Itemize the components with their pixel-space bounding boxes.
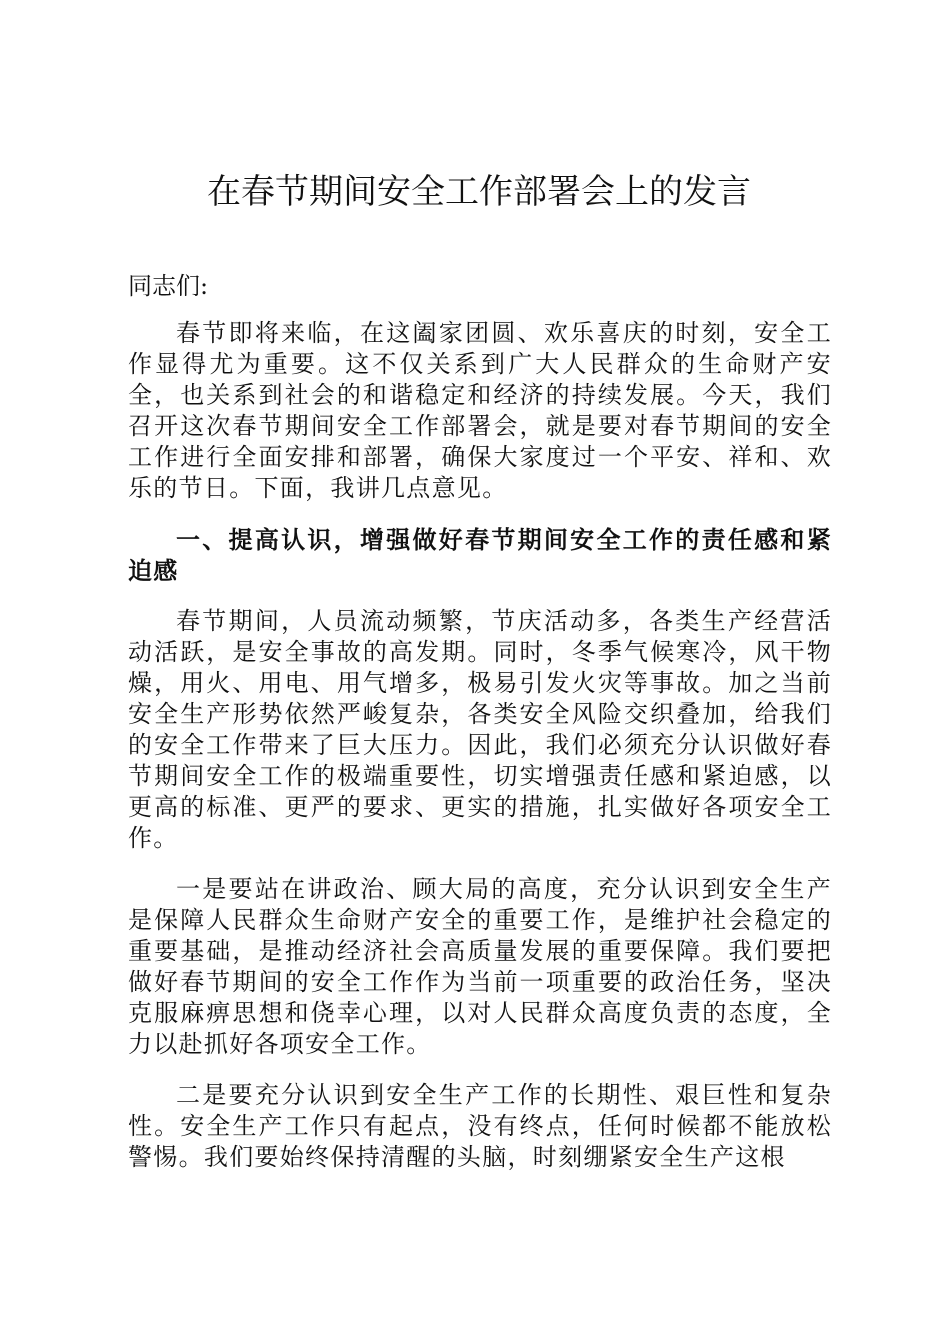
salutation: 同志们:	[128, 272, 209, 300]
paragraph-intro: 春节即将来临，在这阖家团圆、欢乐喜庆的时刻，安全工作显得尤为重要。这不仅关系到广大人民群众的生命财产安全，也关系到社会的和谐稳定和经济的持续发展。今天，我们召开这次春节期间安全工作部署会，就是要对春节期间的安全工作进行全面安排和部署，确保大家度过一个平安、祥和、欢乐的节日。下面，我讲几点意见。	[128, 319, 832, 502]
paragraph-point-2: 二是要充分认识到安全生产工作的长期性、艰巨性和复杂性。安全生产工作只有起点，没有终点，任何时候都不能放松警惕。我们要始终保持清醒的头脑，时刻绷紧安全生产这根	[128, 1081, 832, 1171]
paragraph-point-1: 一是要站在讲政治、顾大局的高度，充分认识到安全生产是保障人民群众生命财产安全的重要工作，是维护社会稳定的重要基础，是推动经济社会高质量发展的重要保障。我们要把做好春节期间的安全工作作为当前一项重要的政治任务，坚决克服麻痹思想和侥幸心理，以对人民群众高度负责的态度，全力以赴抓好各项安全工作。	[128, 875, 832, 1058]
document-body	[128, 318, 832, 1193]
document-title: 在春节期间安全工作部署会上的发言	[207, 172, 751, 212]
paragraph-section1-body: 春节期间，人员流动频繁，节庆活动多，各类生产经营活动活跃，是安全事故的高发期。同时，冬季气候寒冷，风干物燥，用火、用电、用气增多，极易引发火灾等事故。加之当前安全生产形势依然严峻复杂，各类安全风险交织叠加，给我们的安全工作带来了巨大压力。因此，我们必须充分认识做好春节期间安全工作的极端重要性，切实增强责任感和紧迫感，以更高的标准、更严的要求、更实的措施，扎实做好各项安全工作。	[128, 607, 832, 852]
section-heading-1: 一、提高认识，增强做好春节期间安全工作的责任感和紧迫感	[128, 525, 832, 585]
